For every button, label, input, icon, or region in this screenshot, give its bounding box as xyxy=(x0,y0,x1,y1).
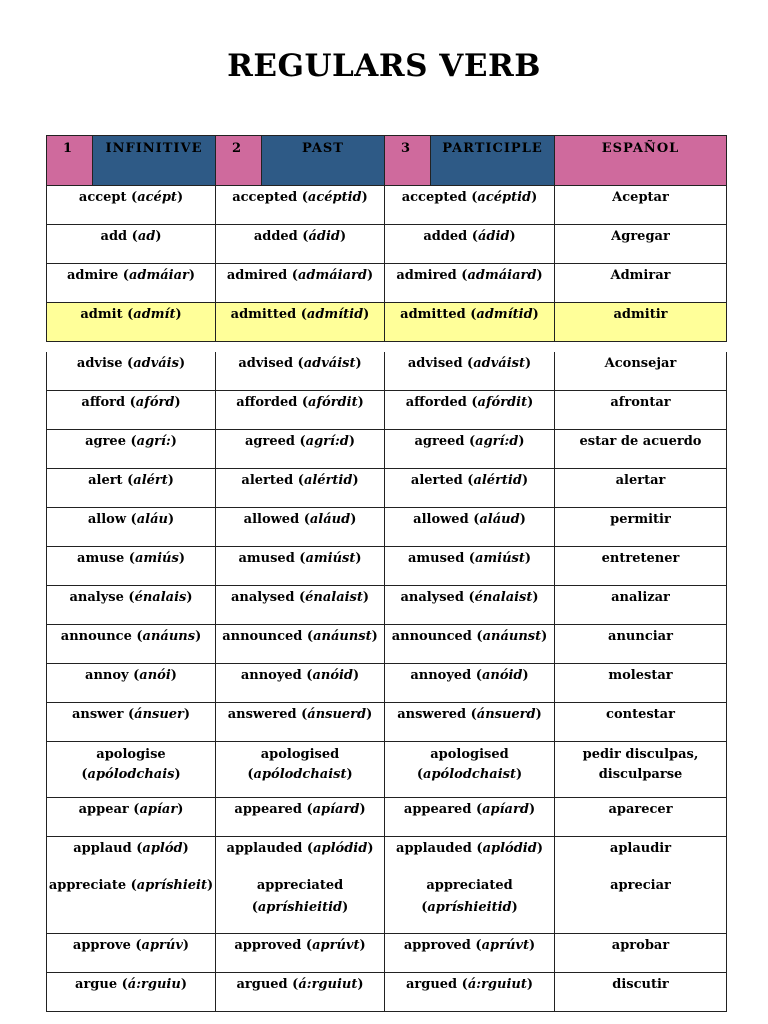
participle-cell: announced (anáunst) xyxy=(385,625,555,664)
infinitive-cell: announce (anáuns) xyxy=(47,625,216,664)
participle-cell-pronunciation: aláud xyxy=(479,512,520,527)
participle-cell-pronunciation: apíard xyxy=(482,802,529,817)
past-cell-pronunciation: aprúvt xyxy=(312,938,360,953)
participle-cell: argued (á:rguiut) xyxy=(385,973,555,1012)
past-cell-pronunciation: apríshieitid xyxy=(257,900,343,915)
table-row xyxy=(47,625,727,664)
table-row xyxy=(47,586,727,625)
participle-cell-pronunciation: amiúst xyxy=(474,551,525,566)
infinitive-cell-word: afford xyxy=(81,395,126,410)
past-cell: analysed (énalaist) xyxy=(216,586,385,625)
infinitive-cell-pronunciation: acépt xyxy=(137,190,177,205)
infinitive-cell-pronunciation: aláu xyxy=(136,512,168,527)
past-cell-word: apologised xyxy=(260,747,340,762)
table-row xyxy=(47,391,727,430)
table-header-row xyxy=(47,136,727,186)
past-cell-word: advised xyxy=(238,356,294,371)
participle-cell-word: approved xyxy=(403,938,471,953)
table-row xyxy=(47,837,727,876)
participle-cell-word: annoyed xyxy=(410,668,472,683)
infinitive-cell-word: alert xyxy=(88,473,123,488)
table-row xyxy=(47,225,727,264)
infinitive-cell: add (ad) xyxy=(47,225,216,264)
infinitive-cell-pronunciation: alért xyxy=(133,473,168,488)
participle-cell-word: argued xyxy=(405,977,458,992)
infinitive-cell: amuse (amiús) xyxy=(47,547,216,586)
infinitive-cell-word: admit xyxy=(80,307,123,322)
infinitive-cell-word: add xyxy=(100,229,128,244)
participle-cell-word: applauded xyxy=(396,841,472,856)
participle-cell: afforded (afórdit) xyxy=(385,391,555,430)
infinitive-cell-pronunciation: admáiar xyxy=(128,268,189,283)
infinitive-cell-pronunciation: apíar xyxy=(139,802,178,817)
infinitive-cell: annoy (anói) xyxy=(47,664,216,703)
spanish-cell-word: aparecer xyxy=(608,802,673,817)
past-cell-pronunciation: apíard xyxy=(312,802,360,817)
spanish-cell-word: Agregar xyxy=(611,229,670,244)
past-cell-word: agreed xyxy=(244,434,295,449)
infinitive-cell: afford (afórd) xyxy=(47,391,216,430)
participle-cell-pronunciation: acéptid xyxy=(477,190,532,205)
header-number-1: 1 xyxy=(47,136,93,186)
spanish-cell-word: aplaudir xyxy=(609,841,672,856)
participle-cell-pronunciation: á:rguiut xyxy=(467,977,527,992)
infinitive-cell-pronunciation: aprúv xyxy=(141,938,183,953)
infinitive-cell: admire (admáiar) xyxy=(47,264,216,303)
past-cell: agreed (agrí:d) xyxy=(216,430,385,469)
past-cell-pronunciation: alértid xyxy=(303,473,353,488)
past-cell-pronunciation: énalaist xyxy=(305,590,363,605)
participle-cell: approved (aprúvt) xyxy=(385,934,555,973)
participle-cell-pronunciation: aplódid xyxy=(482,841,537,856)
participle-cell-word: analysed xyxy=(400,590,464,605)
past-cell-pronunciation: admítid xyxy=(306,307,364,322)
infinitive-cell: agree (agrí:) xyxy=(47,430,216,469)
spanish-cell-word: afrontar xyxy=(610,395,671,410)
participle-cell-pronunciation: aprúvt xyxy=(481,938,529,953)
participle-cell: answered (ánsuerd) xyxy=(385,703,555,742)
table-row xyxy=(47,664,727,703)
infinitive-cell-pronunciation: aplód xyxy=(142,841,183,856)
participle-cell-word: afforded xyxy=(405,395,467,410)
spanish-cell xyxy=(555,742,727,798)
participle-cell: annoyed (anóid) xyxy=(385,664,555,703)
participle-cell-word: amused xyxy=(407,551,465,566)
spanish-cell-word: Aceptar xyxy=(612,190,669,205)
participle-cell: amused (amiúst) xyxy=(385,547,555,586)
participle-cell-pronunciation: admítid xyxy=(476,307,533,322)
spanish-cell xyxy=(555,303,727,342)
spanish-cell-word: contestar xyxy=(606,707,675,722)
past-cell-word: amused xyxy=(238,551,295,566)
past-cell-word: accepted xyxy=(232,190,298,205)
participle-cell-pronunciation: énalaist xyxy=(474,590,533,605)
infinitive-cell-pronunciation: anáuns xyxy=(142,629,196,644)
participle-cell-word: allowed xyxy=(413,512,469,527)
spanish-cell-word: entretener xyxy=(601,551,680,566)
participle-cell-pronunciation: apólodchaist xyxy=(423,767,516,782)
past-cell: answered (ánsuerd) xyxy=(216,703,385,742)
participle-cell-word: advised xyxy=(407,356,463,371)
table-row xyxy=(47,303,727,342)
past-cell-word: applauded xyxy=(226,841,303,856)
infinitive-cell: analyse (énalais) xyxy=(47,586,216,625)
past-cell-pronunciation: afórdit xyxy=(308,395,358,410)
infinitive-cell-word: appear xyxy=(78,802,129,817)
infinitive-cell-pronunciation: ánsuer xyxy=(134,707,184,722)
past-cell-word: approved xyxy=(234,938,302,953)
participle-cell-word: appreciated xyxy=(426,878,513,893)
infinitive-cell-word: approve xyxy=(72,938,131,953)
participle-cell-word: admired xyxy=(396,268,457,283)
infinitive-cell-pronunciation: amiús xyxy=(134,551,179,566)
participle-cell-word: announced xyxy=(391,629,472,644)
header-espanol: ESPAÑOL xyxy=(555,136,727,186)
past-cell-word: appreciated xyxy=(256,878,344,893)
past-cell-word: annoyed xyxy=(240,668,302,683)
past-cell-word: allowed xyxy=(243,512,300,527)
past-cell: appreciated (apríshieitid) xyxy=(216,875,385,934)
infinitive-cell: alert (alért) xyxy=(47,469,216,508)
participle-cell-pronunciation: alértid xyxy=(473,473,522,488)
spanish-cell xyxy=(555,664,727,703)
table-row xyxy=(47,742,727,798)
past-cell: afforded (afórdit) xyxy=(216,391,385,430)
past-cell-word: afforded xyxy=(236,395,298,410)
past-cell-word: appeared xyxy=(234,802,302,817)
past-cell: admitted (admítid) xyxy=(216,303,385,342)
participle-cell: advised (adváist) xyxy=(385,352,555,391)
participle-cell: apologised (apólodchaist) xyxy=(385,742,555,798)
spanish-cell xyxy=(555,547,727,586)
spanish-cell xyxy=(555,186,727,225)
participle-cell: agreed (agrí:d) xyxy=(385,430,555,469)
past-cell-pronunciation: anóid xyxy=(312,668,354,683)
spanish-cell xyxy=(555,352,727,391)
table-row xyxy=(47,264,727,303)
past-cell-word: argued xyxy=(236,977,288,992)
participle-cell-word: apologised xyxy=(430,747,509,762)
past-cell-pronunciation: admáiard xyxy=(297,268,367,283)
past-cell-pronunciation: ánsuerd xyxy=(307,707,367,722)
header-number-3: 3 xyxy=(385,136,431,186)
verb-table-header-section xyxy=(46,135,727,342)
table-row xyxy=(47,186,727,225)
infinitive-cell: admit (admít) xyxy=(47,303,216,342)
participle-cell: admitted (admítid) xyxy=(385,303,555,342)
infinitive-cell: accept (acépt) xyxy=(47,186,216,225)
infinitive-cell-pronunciation: apríshieit xyxy=(136,878,208,893)
table-row xyxy=(47,352,727,391)
past-cell: added (ádid) xyxy=(216,225,385,264)
infinitive-cell-word: appreciate xyxy=(48,878,127,893)
spanish-cell xyxy=(555,430,727,469)
spanish-cell-word: aprobar xyxy=(611,938,670,953)
infinitive-cell: applaud (aplód) xyxy=(47,837,216,876)
past-cell: advised (adváist) xyxy=(216,352,385,391)
participle-cell: added (ádid) xyxy=(385,225,555,264)
header-infinitive: INFINITIVE xyxy=(93,136,216,186)
spanish-cell-word: anunciar xyxy=(608,629,673,644)
spanish-cell-word: Aconsejar xyxy=(604,356,677,371)
past-cell-pronunciation: apólodchaist xyxy=(253,767,347,782)
infinitive-cell-pronunciation: adváis xyxy=(133,356,179,371)
infinitive-cell-word: announce xyxy=(60,629,132,644)
past-cell-pronunciation: aláud xyxy=(309,512,351,527)
infinitive-cell-word: apologise xyxy=(96,747,166,762)
table-row xyxy=(47,934,727,973)
infinitive-cell-pronunciation: énalais xyxy=(134,590,187,605)
spanish-cell xyxy=(555,225,727,264)
participle-cell-word: agreed xyxy=(414,434,465,449)
past-cell: appeared (apíard) xyxy=(216,798,385,837)
past-cell: argued (á:rguiut) xyxy=(216,973,385,1012)
spanish-cell-word: alertar xyxy=(615,473,666,488)
spanish-cell xyxy=(555,973,727,1012)
table-row xyxy=(47,875,727,934)
spanish-cell-word: Admirar xyxy=(610,268,671,283)
infinitive-cell-word: agree xyxy=(85,434,126,449)
table-row xyxy=(47,703,727,742)
spanish-cell-word: estar de acuerdo xyxy=(579,434,702,449)
infinitive-cell-word: answer xyxy=(71,707,124,722)
table-row xyxy=(47,430,727,469)
past-cell-pronunciation: acéptid xyxy=(307,190,362,205)
participle-cell: accepted (acéptid) xyxy=(385,186,555,225)
spanish-cell-word: analizar xyxy=(611,590,670,605)
participle-cell-pronunciation: agrí:d xyxy=(475,434,519,449)
infinitive-cell-word: allow xyxy=(87,512,127,527)
infinitive-cell-pronunciation: agrí: xyxy=(136,434,171,449)
past-cell-word: admitted xyxy=(230,307,297,322)
infinitive-cell-pronunciation: apólodchais xyxy=(87,767,175,782)
table-row xyxy=(47,508,727,547)
participle-cell: alerted (alértid) xyxy=(385,469,555,508)
spanish-cell-word: admitir xyxy=(613,307,668,322)
spanish-cell-word: permitir xyxy=(610,512,671,527)
past-cell: admired (admáiard) xyxy=(216,264,385,303)
infinitive-cell-pronunciation: á:rguiu xyxy=(127,977,181,992)
spanish-cell xyxy=(555,875,727,934)
past-cell-pronunciation: anáunst xyxy=(313,629,372,644)
infinitive-cell: advise (adváis) xyxy=(47,352,216,391)
participle-cell-pronunciation: adváist xyxy=(473,356,525,371)
spanish-cell xyxy=(555,264,727,303)
past-cell: accepted (acéptid) xyxy=(216,186,385,225)
spanish-cell xyxy=(555,625,727,664)
infinitive-cell-pronunciation: ad xyxy=(137,229,156,244)
past-cell-word: admired xyxy=(226,268,288,283)
participle-cell: applauded (aplódid) xyxy=(385,837,555,876)
past-cell-pronunciation: agrí:d xyxy=(305,434,349,449)
past-cell-word: answered xyxy=(227,707,297,722)
participle-cell-word: admitted xyxy=(400,307,466,322)
page-title: REGULARS VERB xyxy=(227,48,541,84)
participle-cell-pronunciation: apríshieitid xyxy=(427,900,512,915)
participle-cell-word: alerted xyxy=(410,473,463,488)
past-cell: approved (aprúvt) xyxy=(216,934,385,973)
infinitive-cell-word: amuse xyxy=(77,551,125,566)
participle-cell-pronunciation: afórdit xyxy=(477,395,528,410)
spanish-cell xyxy=(555,837,727,876)
past-cell: applauded (aplódid) xyxy=(216,837,385,876)
table-row xyxy=(47,973,727,1012)
header-number-2: 2 xyxy=(216,136,262,186)
past-cell-pronunciation: adváist xyxy=(303,356,356,371)
participle-cell-pronunciation: anáunst xyxy=(482,629,542,644)
past-cell: amused (amiúst) xyxy=(216,547,385,586)
infinitive-cell: allow (aláu) xyxy=(47,508,216,547)
participle-cell-pronunciation: ádid xyxy=(477,229,510,244)
participle-cell: admired (admáiard) xyxy=(385,264,555,303)
past-cell: announced (anáunst) xyxy=(216,625,385,664)
participle-cell: appeared (apíard) xyxy=(385,798,555,837)
infinitive-cell-pronunciation: anói xyxy=(139,668,171,683)
spanish-cell xyxy=(555,508,727,547)
table-row xyxy=(47,469,727,508)
spanish-cell xyxy=(555,586,727,625)
participle-cell-word: accepted xyxy=(401,190,467,205)
participle-cell-word: added xyxy=(423,229,468,244)
infinitive-cell: appreciate (apríshieit) xyxy=(47,875,216,934)
participle-cell: analysed (énalaist) xyxy=(385,586,555,625)
infinitive-cell-word: applaud xyxy=(73,841,132,856)
infinitive-cell: argue (á:rguiu) xyxy=(47,973,216,1012)
participle-cell-pronunciation: admáiard xyxy=(467,268,537,283)
infinitive-cell: apologise (apólodchais) xyxy=(47,742,216,798)
header-participle: PARTICIPLE xyxy=(431,136,555,186)
spanish-cell xyxy=(555,703,727,742)
past-cell-pronunciation: á:rguiut xyxy=(298,977,358,992)
spanish-cell xyxy=(555,934,727,973)
infinitive-cell-word: analyse xyxy=(69,590,124,605)
table-row xyxy=(47,798,727,837)
past-cell: apologised (apólodchaist) xyxy=(216,742,385,798)
spanish-cell-word: discutir xyxy=(612,977,669,992)
participle-cell-pronunciation: anóid xyxy=(481,668,523,683)
participle-cell: allowed (aláud) xyxy=(385,508,555,547)
spanish-cell xyxy=(555,798,727,837)
infinitive-cell-word: advise xyxy=(76,356,123,371)
spanish-cell-word: apreciar xyxy=(610,878,671,893)
header-past: PAST xyxy=(262,136,385,186)
past-cell: allowed (aláud) xyxy=(216,508,385,547)
table-row xyxy=(47,547,727,586)
infinitive-cell-word: annoy xyxy=(85,668,129,683)
past-cell-word: announced xyxy=(222,629,303,644)
past-cell-pronunciation: amiúst xyxy=(305,551,356,566)
participle-cell-pronunciation: ánsuerd xyxy=(476,707,536,722)
participle-cell: appreciated (apríshieitid) xyxy=(385,875,555,934)
infinitive-cell-word: argue xyxy=(75,977,118,992)
past-cell-word: added xyxy=(253,229,298,244)
infinitive-cell-word: accept xyxy=(78,190,127,205)
spanish-cell-word: pedir disculpas, disculparse xyxy=(582,747,699,782)
past-cell-word: analysed xyxy=(230,590,295,605)
infinitive-cell: approve (aprúv) xyxy=(47,934,216,973)
infinitive-cell-pronunciation: admít xyxy=(133,307,176,322)
infinitive-cell-pronunciation: afórd xyxy=(135,395,175,410)
participle-cell-word: answered xyxy=(397,707,467,722)
past-cell-word: alerted xyxy=(241,473,294,488)
infinitive-cell: appear (apíar) xyxy=(47,798,216,837)
spanish-cell xyxy=(555,391,727,430)
spanish-cell-word: molestar xyxy=(608,668,673,683)
past-cell-pronunciation: ádid xyxy=(308,229,341,244)
infinitive-cell: answer (ánsuer) xyxy=(47,703,216,742)
spanish-cell xyxy=(555,469,727,508)
participle-cell-word: appeared xyxy=(403,802,472,817)
infinitive-cell-word: admire xyxy=(66,268,119,283)
past-cell: annoyed (anóid) xyxy=(216,664,385,703)
verb-table-continued xyxy=(46,352,727,1012)
past-cell-pronunciation: aplódid xyxy=(313,841,368,856)
past-cell: alerted (alértid) xyxy=(216,469,385,508)
